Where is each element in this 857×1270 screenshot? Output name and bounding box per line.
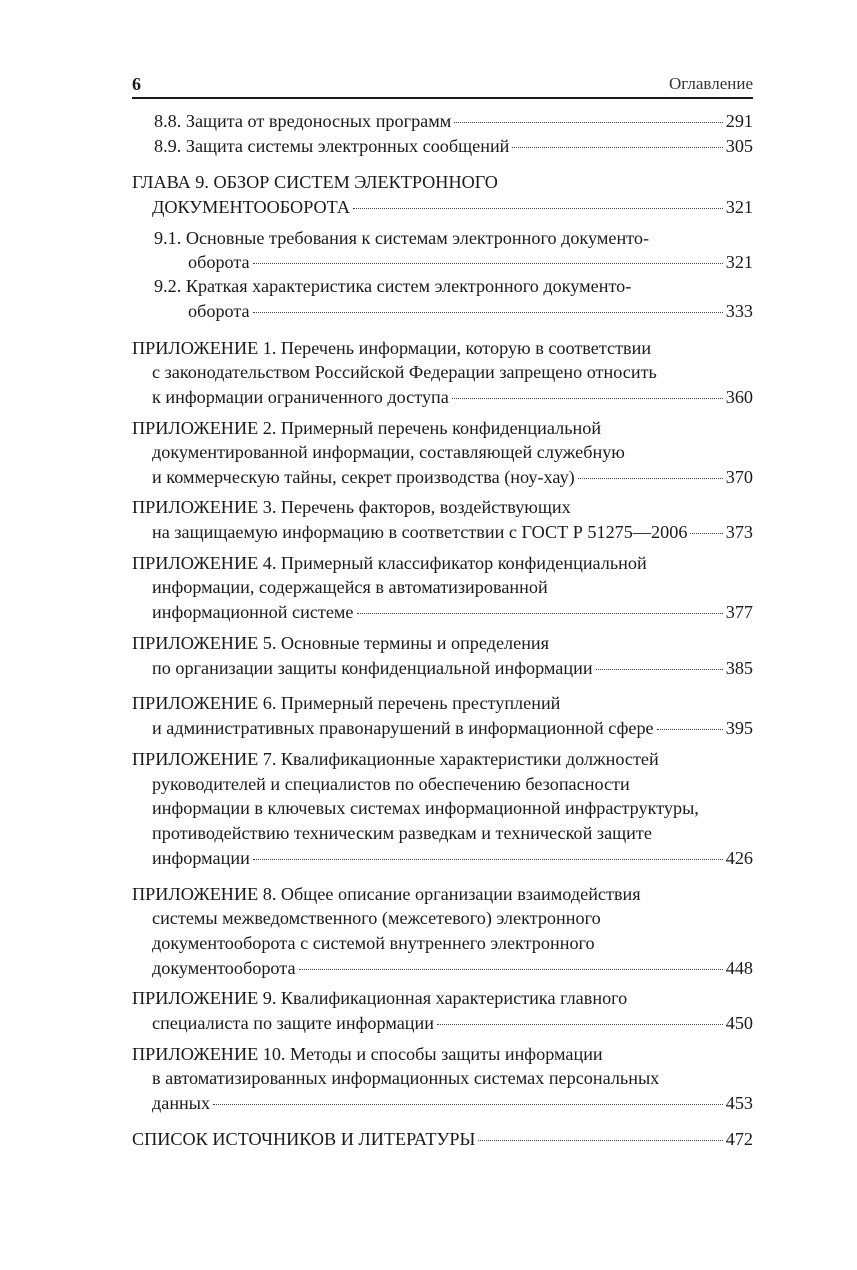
toc-entry-text: ПРИЛОЖЕНИЕ 1. Перечень информации, которую в соответствии xyxy=(132,338,652,358)
toc-entry-text: ГЛАВА 9. ОБЗОР СИСТЕМ ЭЛЕКТРОННОГО xyxy=(132,172,498,192)
dot-leader xyxy=(357,613,723,614)
toc-entry-line xyxy=(188,299,753,324)
toc-page-number: 360 xyxy=(725,387,753,407)
toc-entry-text: ПРИЛОЖЕНИЕ 2. Примерный перечень конфиденциальной xyxy=(132,418,602,438)
toc-page-number: 453 xyxy=(725,1093,753,1113)
dot-leader xyxy=(478,1140,722,1141)
toc-page-number: 426 xyxy=(725,848,753,868)
toc-entry-line xyxy=(132,336,753,361)
toc-page-number: 321 xyxy=(725,252,753,272)
dot-leader xyxy=(437,1024,723,1025)
toc-entry-line xyxy=(152,1011,753,1036)
toc-entry-line xyxy=(132,986,753,1011)
toc-entry-line xyxy=(152,1091,753,1116)
toc-entry-line xyxy=(152,796,753,821)
toc-entry-text: с законодательством Российской Федерации запрещено относить xyxy=(152,362,657,382)
toc-entry-line xyxy=(152,385,753,410)
toc-entry-text: к информации ограниченного доступа xyxy=(152,387,449,407)
toc-entry-line xyxy=(152,956,753,981)
toc-entry-line xyxy=(188,250,753,275)
toc-entry-line xyxy=(152,1066,753,1091)
toc-entry-line xyxy=(152,772,753,797)
toc-entry-line xyxy=(152,575,753,600)
toc-entry-text: документированной информации, составляющей служебную xyxy=(152,442,625,462)
toc-entry-text: 8.8. Защита от вредоносных программ xyxy=(154,111,452,131)
toc-entry-text: ДОКУМЕНТООБОРОТА xyxy=(152,197,351,217)
toc-entry-text: информации xyxy=(152,848,250,868)
toc-entry-text: на защищаемую информацию в соответствии с ГОСТ Р 51275—2006 xyxy=(152,522,688,542)
toc-entry-line xyxy=(154,274,753,299)
toc-page-number: 333 xyxy=(725,301,753,321)
toc-entry-text: информации в ключевых системах информационной инфраструктуры, xyxy=(152,798,699,818)
toc-entry-line xyxy=(154,134,753,159)
toc-entry-line xyxy=(132,882,753,907)
toc-page-number: 291 xyxy=(725,111,753,131)
toc-entry-text: ПРИЛОЖЕНИЕ 9. Квалификационная характеристика главного xyxy=(132,988,628,1008)
toc-entry-text: в автоматизированных информационных системах персональных xyxy=(152,1068,660,1088)
toc-entry-text: и коммерческую тайны, секрет производства (ноу-хау) xyxy=(152,467,575,487)
dot-leader xyxy=(253,312,723,313)
toc-entry-text: ПРИЛОЖЕНИЕ 5. Основные термины и определения xyxy=(132,633,550,653)
toc-entry-line xyxy=(152,716,753,741)
toc-entry-line xyxy=(152,931,753,956)
toc-page-number: 373 xyxy=(725,522,753,542)
toc-entry-line xyxy=(154,226,753,251)
toc-entry-text: ПРИЛОЖЕНИЕ 8. Общее описание организации взаимодействия xyxy=(132,884,641,904)
toc-entry-text: документооборота xyxy=(152,958,296,978)
dot-leader xyxy=(596,669,723,670)
toc-entry-text: документооборота с системой внутреннего электронного xyxy=(152,933,595,953)
dot-leader xyxy=(452,398,723,399)
dot-leader xyxy=(213,1104,723,1105)
toc-entry-line xyxy=(132,631,753,656)
toc-entry-line xyxy=(152,440,753,465)
toc-page-number: 450 xyxy=(725,1013,753,1033)
toc-page-number: 321 xyxy=(725,197,753,217)
dot-leader xyxy=(454,122,722,123)
toc-entry-text: ПРИЛОЖЕНИЕ 3. Перечень факторов, воздействующих xyxy=(132,497,571,517)
toc-entry-text: ПРИЛОЖЕНИЕ 4. Примерный классификатор конфиденциальной xyxy=(132,553,647,573)
running-title: Оглавление xyxy=(669,74,753,93)
toc-entry-text: данных xyxy=(152,1093,211,1113)
toc-page-number: 370 xyxy=(725,467,753,487)
dot-leader xyxy=(253,859,723,860)
toc-entry-line xyxy=(132,416,753,441)
toc-entry-text: 9.1. Основные требования к системам электронного документо- xyxy=(154,228,650,248)
toc-entry-line xyxy=(152,656,753,681)
toc-entry-line xyxy=(152,821,753,846)
toc-entry-text: специалиста по защите информации xyxy=(152,1013,435,1033)
toc-entry-text: противодействию техническим разведкам и технической защите xyxy=(152,823,652,843)
toc-entry-text: оборота xyxy=(188,301,250,321)
toc-entry-line xyxy=(152,465,753,490)
dot-leader xyxy=(690,533,722,534)
toc-entry-line xyxy=(132,691,753,716)
toc-entry-text: оборота xyxy=(188,252,250,272)
toc-entry-line xyxy=(152,846,753,871)
dot-leader xyxy=(253,263,723,264)
toc-entry-line xyxy=(132,551,753,576)
toc-entry-text: системы межведомственного (межсетевого) электронного xyxy=(152,908,601,928)
toc-entry-line xyxy=(132,495,753,520)
toc-entry-text: 9.2. Краткая характеристика систем электронного документо- xyxy=(154,276,632,296)
dot-leader xyxy=(578,478,723,479)
toc-entry-text: СПИСОК ИСТОЧНИКОВ И ЛИТЕРАТУРЫ xyxy=(132,1129,476,1149)
toc-entry-text: ПРИЛОЖЕНИЕ 6. Примерный перечень преступлений xyxy=(132,693,561,713)
toc-entry-line xyxy=(152,360,753,385)
toc-page-number: 448 xyxy=(725,958,753,978)
toc-entry-line xyxy=(152,906,753,931)
toc-entry-line xyxy=(152,195,753,220)
toc-entry-line xyxy=(132,747,753,772)
toc-entry-text: и административных правонарушений в информационной сфере xyxy=(152,718,654,738)
dot-leader xyxy=(657,729,723,730)
toc-entry-line xyxy=(132,170,753,195)
page-number: 6 xyxy=(132,74,141,94)
dot-leader xyxy=(353,208,723,209)
toc-entry-line xyxy=(152,520,753,545)
toc-page-number: 472 xyxy=(725,1129,753,1149)
toc-entry-line xyxy=(154,109,753,134)
toc-entry-text: 8.9. Защита системы электронных сообщений xyxy=(154,136,510,156)
toc-entry-text: ПРИЛОЖЕНИЕ 10. Методы и способы защиты информации xyxy=(132,1044,603,1064)
header-rule xyxy=(132,97,753,99)
toc-page-number: 385 xyxy=(725,658,753,678)
toc-entry-text: информационной системе xyxy=(152,602,354,622)
dot-leader xyxy=(299,969,723,970)
toc-entry-line xyxy=(152,600,753,625)
dot-leader xyxy=(512,147,722,148)
toc-page-number: 395 xyxy=(725,718,753,738)
toc-page-number: 377 xyxy=(725,602,753,622)
toc-entry-line xyxy=(132,1127,753,1152)
toc-entry-text: по организации защиты конфиденциальной информации xyxy=(152,658,593,678)
toc-page-number: 305 xyxy=(725,136,753,156)
toc-entry-text: информации, содержащейся в автоматизированной xyxy=(152,577,548,597)
toc-entry-line xyxy=(132,1042,753,1067)
toc-entry-text: ПРИЛОЖЕНИЕ 7. Квалификационные характеристики должностей xyxy=(132,749,659,769)
running-header xyxy=(132,74,753,96)
toc-entry-text: руководителей и специалистов по обеспечению безопасности xyxy=(152,774,630,794)
